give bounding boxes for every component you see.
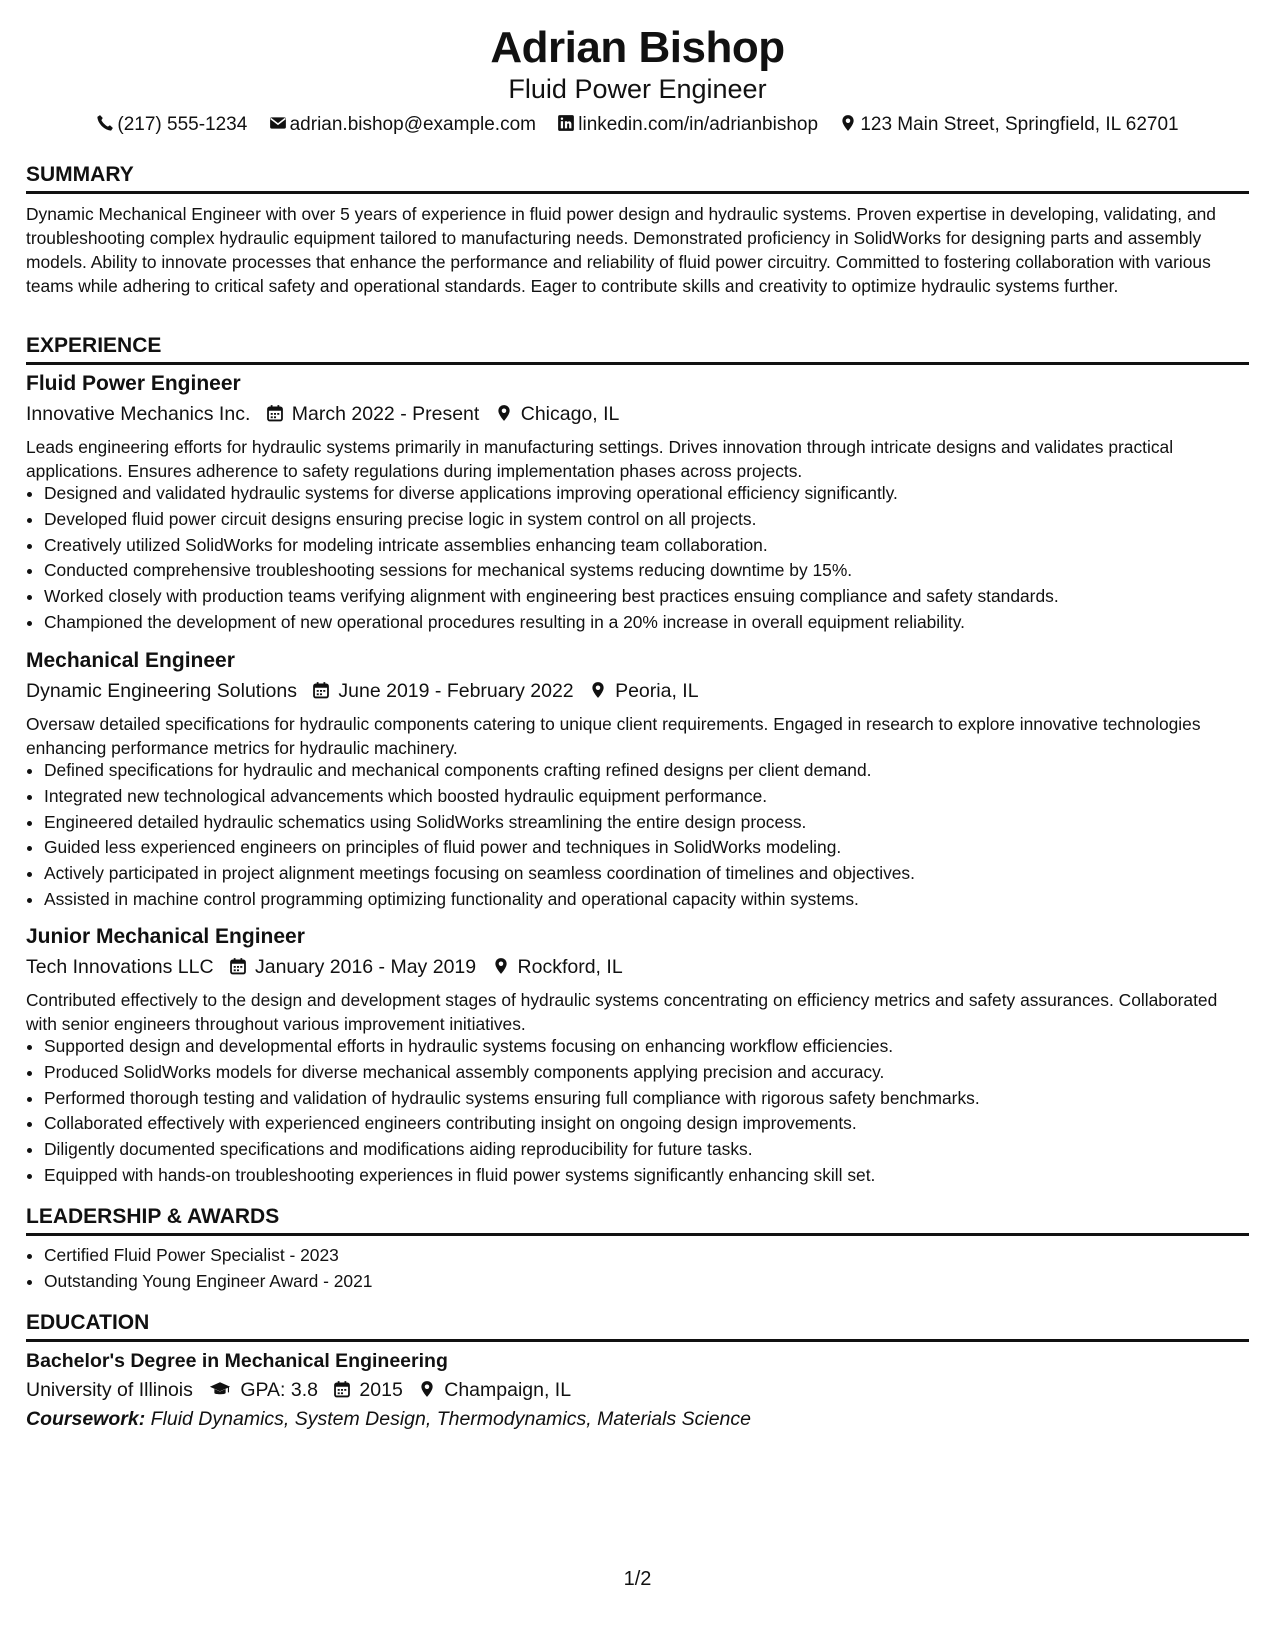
job-meta [26, 953, 623, 981]
list-item: • Designed and validated hydraulic systems for diverse applications improving operational efficiency significantly. [44, 481, 1249, 507]
job-title: Junior Mechanical Engineer [26, 925, 305, 948]
job-title: Fluid Power Engineer [26, 372, 241, 395]
list-item: • Conducted comprehensive troubleshooting sessions for mechanical systems reducing downtime by 15%. [44, 558, 1249, 584]
job-location: Rockford, IL [517, 956, 623, 978]
contact-line [26, 112, 1249, 138]
summary-text: Dynamic Mechanical Engineer with over 5 years of experience in fluid power design and hydraulic systems. Proven expertise in developing, validating, and troubleshooting complex hydraulic equipment tailored to manufacturing needs. Demonstrated proficiency in SolidWorks for designing parts and assembly models. Ability to innovate processes that enhance the performance and reliability of fluid power circuitry. Committed to fostering collaboration with various teams while adhering to critical safety and operational standards. Eager to contribute skills and creativity to optimize hydraulic systems further. [26, 204, 1216, 296]
contact-email[interactable] [269, 112, 536, 138]
coursework-label: Coursework: [26, 1408, 146, 1430]
page-number: 1/2 [623, 1568, 652, 1590]
phone-icon [96, 114, 114, 132]
list-item: • Supported design and developmental efforts in hydraulic systems focusing on enhancing workflow efficiencies. [44, 1034, 1249, 1060]
list-item: • Performed thorough testing and validation of hydraulic systems ensuring full compliance with rigorous safety benchmarks. [44, 1086, 1249, 1112]
list-item: • Actively participated in project alignment meetings focusing on seamless coordination of timelines and objectives. [44, 861, 1249, 887]
job-location: Peoria, IL [615, 680, 699, 702]
job-dates: January 2016 - May 2019 [254, 956, 477, 978]
list-item: • Diligently documented specifications and modifications aiding reproducibility for future tasks. [44, 1137, 1249, 1163]
job-dates: June 2019 - February 2022 [338, 680, 574, 702]
calendar-icon [266, 404, 284, 422]
list-item: • Guided less experienced engineers on principles of fluid power and techniques in SolidWorks modeling. [44, 835, 1249, 861]
list-item: • Worked closely with production teams verifying alignment with engineering best practices ensuing compliance and safety standards. [44, 584, 1249, 610]
job-title: Mechanical Engineer [26, 649, 235, 672]
email-text[interactable]: adrian.bishop@example.com [289, 114, 536, 135]
job-meta [26, 677, 699, 705]
list-item: • Integrated new technological advancements which boosted hydraulic equipment performance. [44, 784, 1249, 810]
list-item: • Certified Fluid Power Specialist - 2023 [44, 1243, 1249, 1269]
phone-text: (217) 555-1234 [117, 114, 248, 135]
list-item: • Produced SolidWorks models for diverse mechanical assembly components applying precision and accuracy. [44, 1060, 1249, 1086]
candidate-title: Fluid Power Engineer [508, 74, 767, 104]
list-item: • Championed the development of new operational procedures resulting in a 20% increase in overall equipment reliability. [44, 610, 1249, 636]
list-item: • Creatively utilized SolidWorks for modeling intricate assemblies enhancing team collaboration. [44, 533, 1249, 559]
list-item: • Assisted in machine control programming optimizing functionality and operational capacity within systems. [44, 887, 1249, 913]
job-description: Oversaw detailed specifications for hydraulic components catering to unique client requirements. Engaged in research to explore innovative technologies enhancing performance metrics for hydraulic machinery. [26, 714, 1201, 758]
job-dates: March 2022 - Present [291, 403, 480, 425]
contact-address [839, 112, 1178, 138]
coursework-text: Fluid Dynamics, System Design, Thermodynamics, Materials Science [150, 1408, 751, 1430]
location-icon [839, 114, 857, 132]
email-icon [269, 114, 287, 132]
contact-linkedin[interactable] [557, 112, 818, 138]
school-name: University of Illinois [26, 1379, 193, 1401]
location-icon [492, 957, 510, 975]
location-icon [495, 404, 513, 422]
graduation-year: 2015 [359, 1379, 403, 1401]
list-item: • Collaborated effectively with experienced engineers contributing insight on ongoing design improvements. [44, 1111, 1249, 1137]
location-icon [418, 1380, 436, 1398]
gpa-text: GPA: 3.8 [240, 1379, 318, 1401]
job-description: Leads engineering efforts for hydraulic systems primarily in manufacturing settings. Drives innovation through intricate designs and validates practical applications. Ensures adherence to safety regulations during implementation phases across projects. [26, 437, 1174, 481]
coursework [26, 1405, 751, 1433]
list-item: • Developed fluid power circuit designs ensuring precise logic in system control on all projects. [44, 507, 1249, 533]
summary-heading: SUMMARY [26, 161, 1249, 194]
education-meta [26, 1376, 571, 1404]
calendar-icon [333, 1380, 351, 1398]
list-item: • Equipped with hands-on troubleshooting experiences in fluid power systems significantly enhancing skill set. [44, 1163, 1249, 1189]
job-description: Contributed effectively to the design and development stages of hydraulic systems concentrating on efficiency metrics and safety assurances. Collaborated with senior engineers throughout various improvement initiatives. [26, 990, 1218, 1034]
job-bullets [26, 481, 1249, 636]
experience-heading: EXPERIENCE [26, 332, 1249, 365]
calendar-icon [312, 681, 330, 699]
job-location: Chicago, IL [520, 403, 620, 425]
list-item: • Defined specifications for hydraulic and mechanical components crafting refined designs per client demand. [44, 758, 1249, 784]
list-item: • Engineered detailed hydraulic schematics using SolidWorks streamlining the entire design process. [44, 810, 1249, 836]
degree-title: Bachelor's Degree in Mechanical Engineering [26, 1350, 448, 1372]
awards-list [26, 1243, 1249, 1295]
school-location: Champaign, IL [444, 1379, 572, 1401]
awards-heading: LEADERSHIP & AWARDS [26, 1203, 1249, 1236]
list-item: • Outstanding Young Engineer Award - 2021 [44, 1269, 1249, 1295]
job-company: Tech Innovations LLC [26, 956, 214, 978]
job-company: Innovative Mechanics Inc. [26, 403, 251, 425]
linkedin-text[interactable]: linkedin.com/in/adrianbishop [578, 114, 819, 135]
address-text: 123 Main Street, Springfield, IL 62701 [860, 114, 1179, 135]
location-icon [589, 681, 607, 699]
calendar-icon [229, 957, 247, 975]
job-bullets [26, 758, 1249, 913]
job-bullets [26, 1034, 1249, 1189]
linkedin-icon [557, 114, 575, 132]
education-heading: EDUCATION [26, 1309, 1249, 1342]
graduation-cap-icon [208, 1380, 232, 1398]
job-company: Dynamic Engineering Solutions [26, 680, 297, 702]
job-meta [26, 400, 619, 428]
candidate-name: Adrian Bishop [490, 23, 785, 72]
contact-phone [96, 112, 247, 138]
